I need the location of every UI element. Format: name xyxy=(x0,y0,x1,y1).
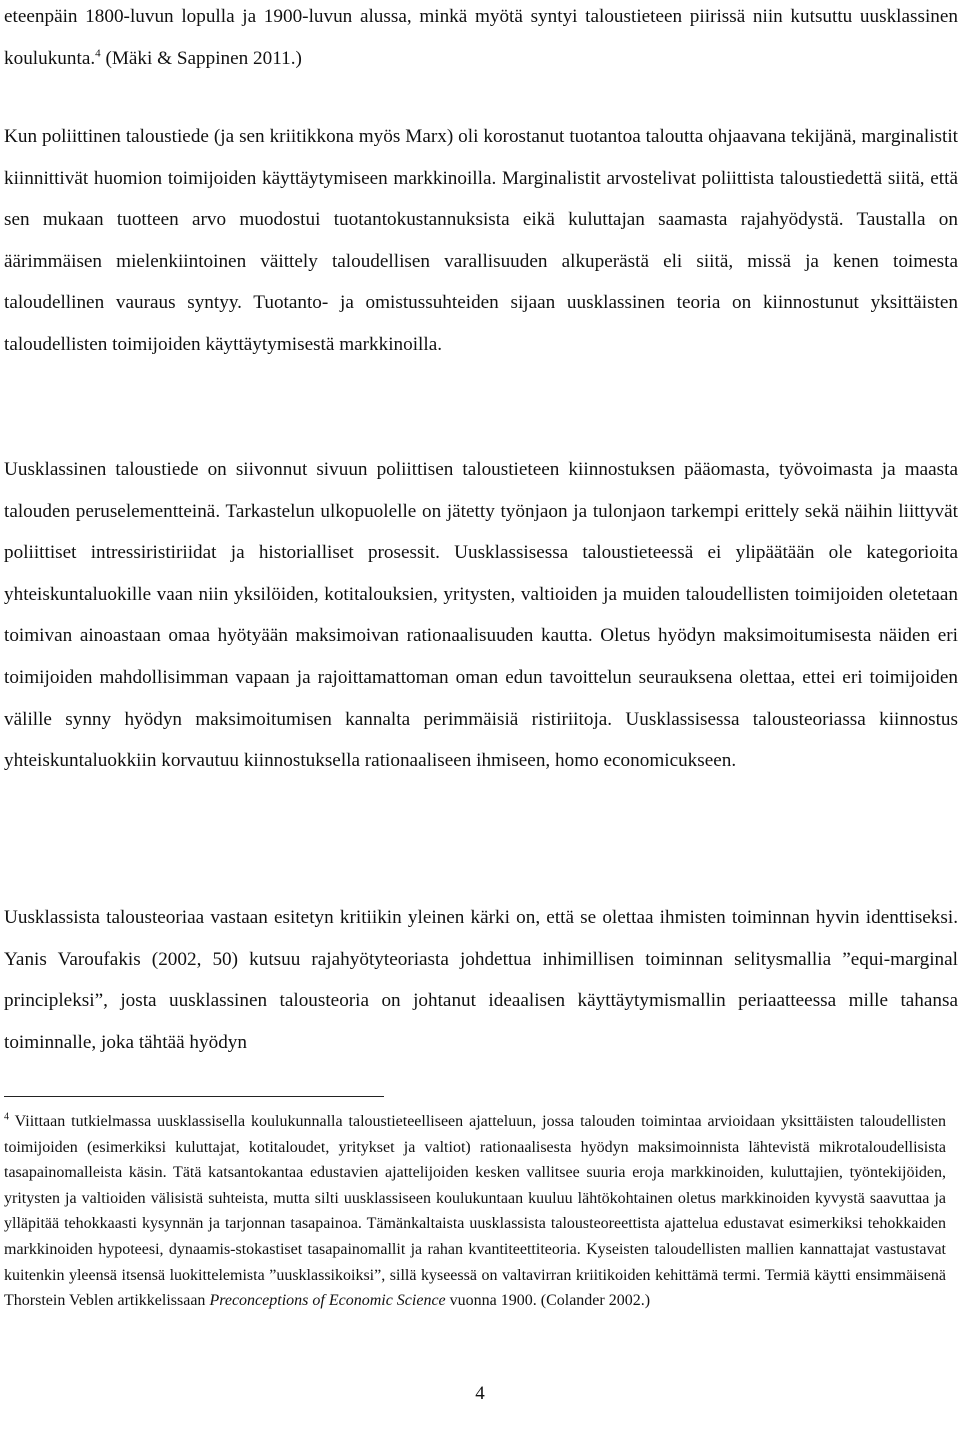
footnote-text-end: vuonna 1900. (Colander 2002.) xyxy=(445,1292,651,1310)
paragraph-4: Uusklassista talousteoriaa vastaan esitetyn kritiikin yleinen kärki on, että se olettaa ihmisten toiminnan hyvin identtiseksi. Yanis Varoufakis (2002, 50) kutsuu rajahyötyteoriasta johdettua inhimillisen toiminnan selitysmallia ”equi-marginal principleksi”, josta uusklassinen talousteoria on johtanut ideaalisen käyttäytymismallin periaatteessa mille tahansa toiminnalle, joka tähtää hyödyn xyxy=(4,907,958,1053)
paragraph-3: Uusklassinen taloustiede on siivonnut sivuun poliittisen taloustieteen kiinnostuksen pääomasta, työvoimasta ja maasta talouden peruselementteinä. Tarkastelun ulkopuolelle on jätetty työnjaon ja tulonjaon tarkempi erittely sekä näihin liittyvät poliittiset intressiristiriidat ja historialliset prosessit. Uusklassisessa taloustieteessä ei ylipäätään ole kategorioita yhteiskuntaluokille vaan niin yksilöiden, kotitalouksien, yritysten, valtioiden ja muiden taloudellisten toimijoiden oletetaan toimivan ainoastaan omaa hyötyään maksimoivan rationaalisuuden kautta. Oletus hyödyn maksimoitumisesta näiden eri toimijoiden mahdollisimman vapaan ja rajoittamattoman oman edun tavoittelun seurauksena olettaa, ettei eri toimijoiden välille synny hyödyn maksimoitumisen kannalta perimmäisiä ristiriitoja. Uusklassisessa talousteoriassa kiinnostus yhteiskuntaluokkiin korvautuu kiinnostuksella rationaaliseen ihmiseen, homo economicukseen. xyxy=(4,459,958,772)
footnote-italic-title: Preconceptions of Economic Science xyxy=(209,1292,446,1310)
paragraph-2: Kun poliittinen taloustiede (ja sen kriitikkona myös Marx) oli korostanut tuotantoa taloutta ohjaavana tekijänä, marginalistit kiinnittivät huomion toimijoiden käyttäytymiseen markkinoilla. Marginalistit arvostelivat poliittista taloustiedettä siitä, että sen mukaan tuotteen arvo muodostui tuotantokustannuksista eikä kuluttajan saamasta rajahyödystä. Taustalla on äärimmäisen mielenkiintoinen väittely taloudellisen varallisuuden alkuperästä eli siitä, missä ja kenen toimesta taloudellinen vauraus syntyy. Tuotanto- ja omistussuhteiden sijaan uusklassinen teoria on kiinnostunut yksittäisten taloudellisten toimijoiden käyttäytymisestä markkinoilla. xyxy=(4,126,958,355)
footnote-text: Viittaan tutkielmassa uusklassisella koulukunnalla taloustieteelliseen ajatteluun, jossa talouden toimintaa arvioidaan yksittäisten taloudellisten toimijoiden (esimerkiksi kuluttajat, kotitaloudet, yritykset ja valtiot) rationaalisesta hyödyn maksimoinnista lähtevistä mikrotaloudellisista tasapainomalleista käsin. Tätä katsantokantaa edustavien ajattelijoiden kesken vallitsee suuria eroja markkinoiden, kuluttajien, työntekijöiden, yritysten ja valtioiden välisistä suhteista, mutta silti uusklassiseen koulukuntaan kuuluu lähtökohtainen oletus markkinoiden kyvystä saavuttaa ja ylläpitää tehokkaasti kysynnän ja tarjonnan tasapainoa. Tämänkaltaista uusklassista talousteoreettista ajattelua edustavat esimerkiksi tehokkaiden markkinoiden hypoteesi, dynaamis-stokastiset tasapainomallit ja rahan kvantiteettiteoria. Kyseisten taloudellisten mallien kannattajat vastustavat kuitenkin yleensä itsensä luokittelemista ”uusklassikoiksi”, sillä kyseessä on valtavirran kriitikoiden kehittämä termi. Termiä käytti ensimmäisenä Thorstein Veblen artikkelissaan xyxy=(4,1113,946,1310)
paragraph-1-citation: (Mäki & Sappinen 2011.) xyxy=(100,47,302,69)
footnote-separator xyxy=(4,1096,384,1097)
page-number: 4 xyxy=(475,1383,485,1404)
footnote-4 xyxy=(4,1109,946,1314)
paragraph-1-text: eteenpäin 1800-luvun lopulla ja 1900-luvun alussa, minkä myötä syntyi taloustieteen piirissä niin kutsuttu uusklassinen koulukunta. xyxy=(4,6,958,69)
footnote-reference: 4 xyxy=(95,47,101,60)
footnote-marker: 4 xyxy=(4,1111,9,1123)
paragraph-1 xyxy=(4,0,958,79)
